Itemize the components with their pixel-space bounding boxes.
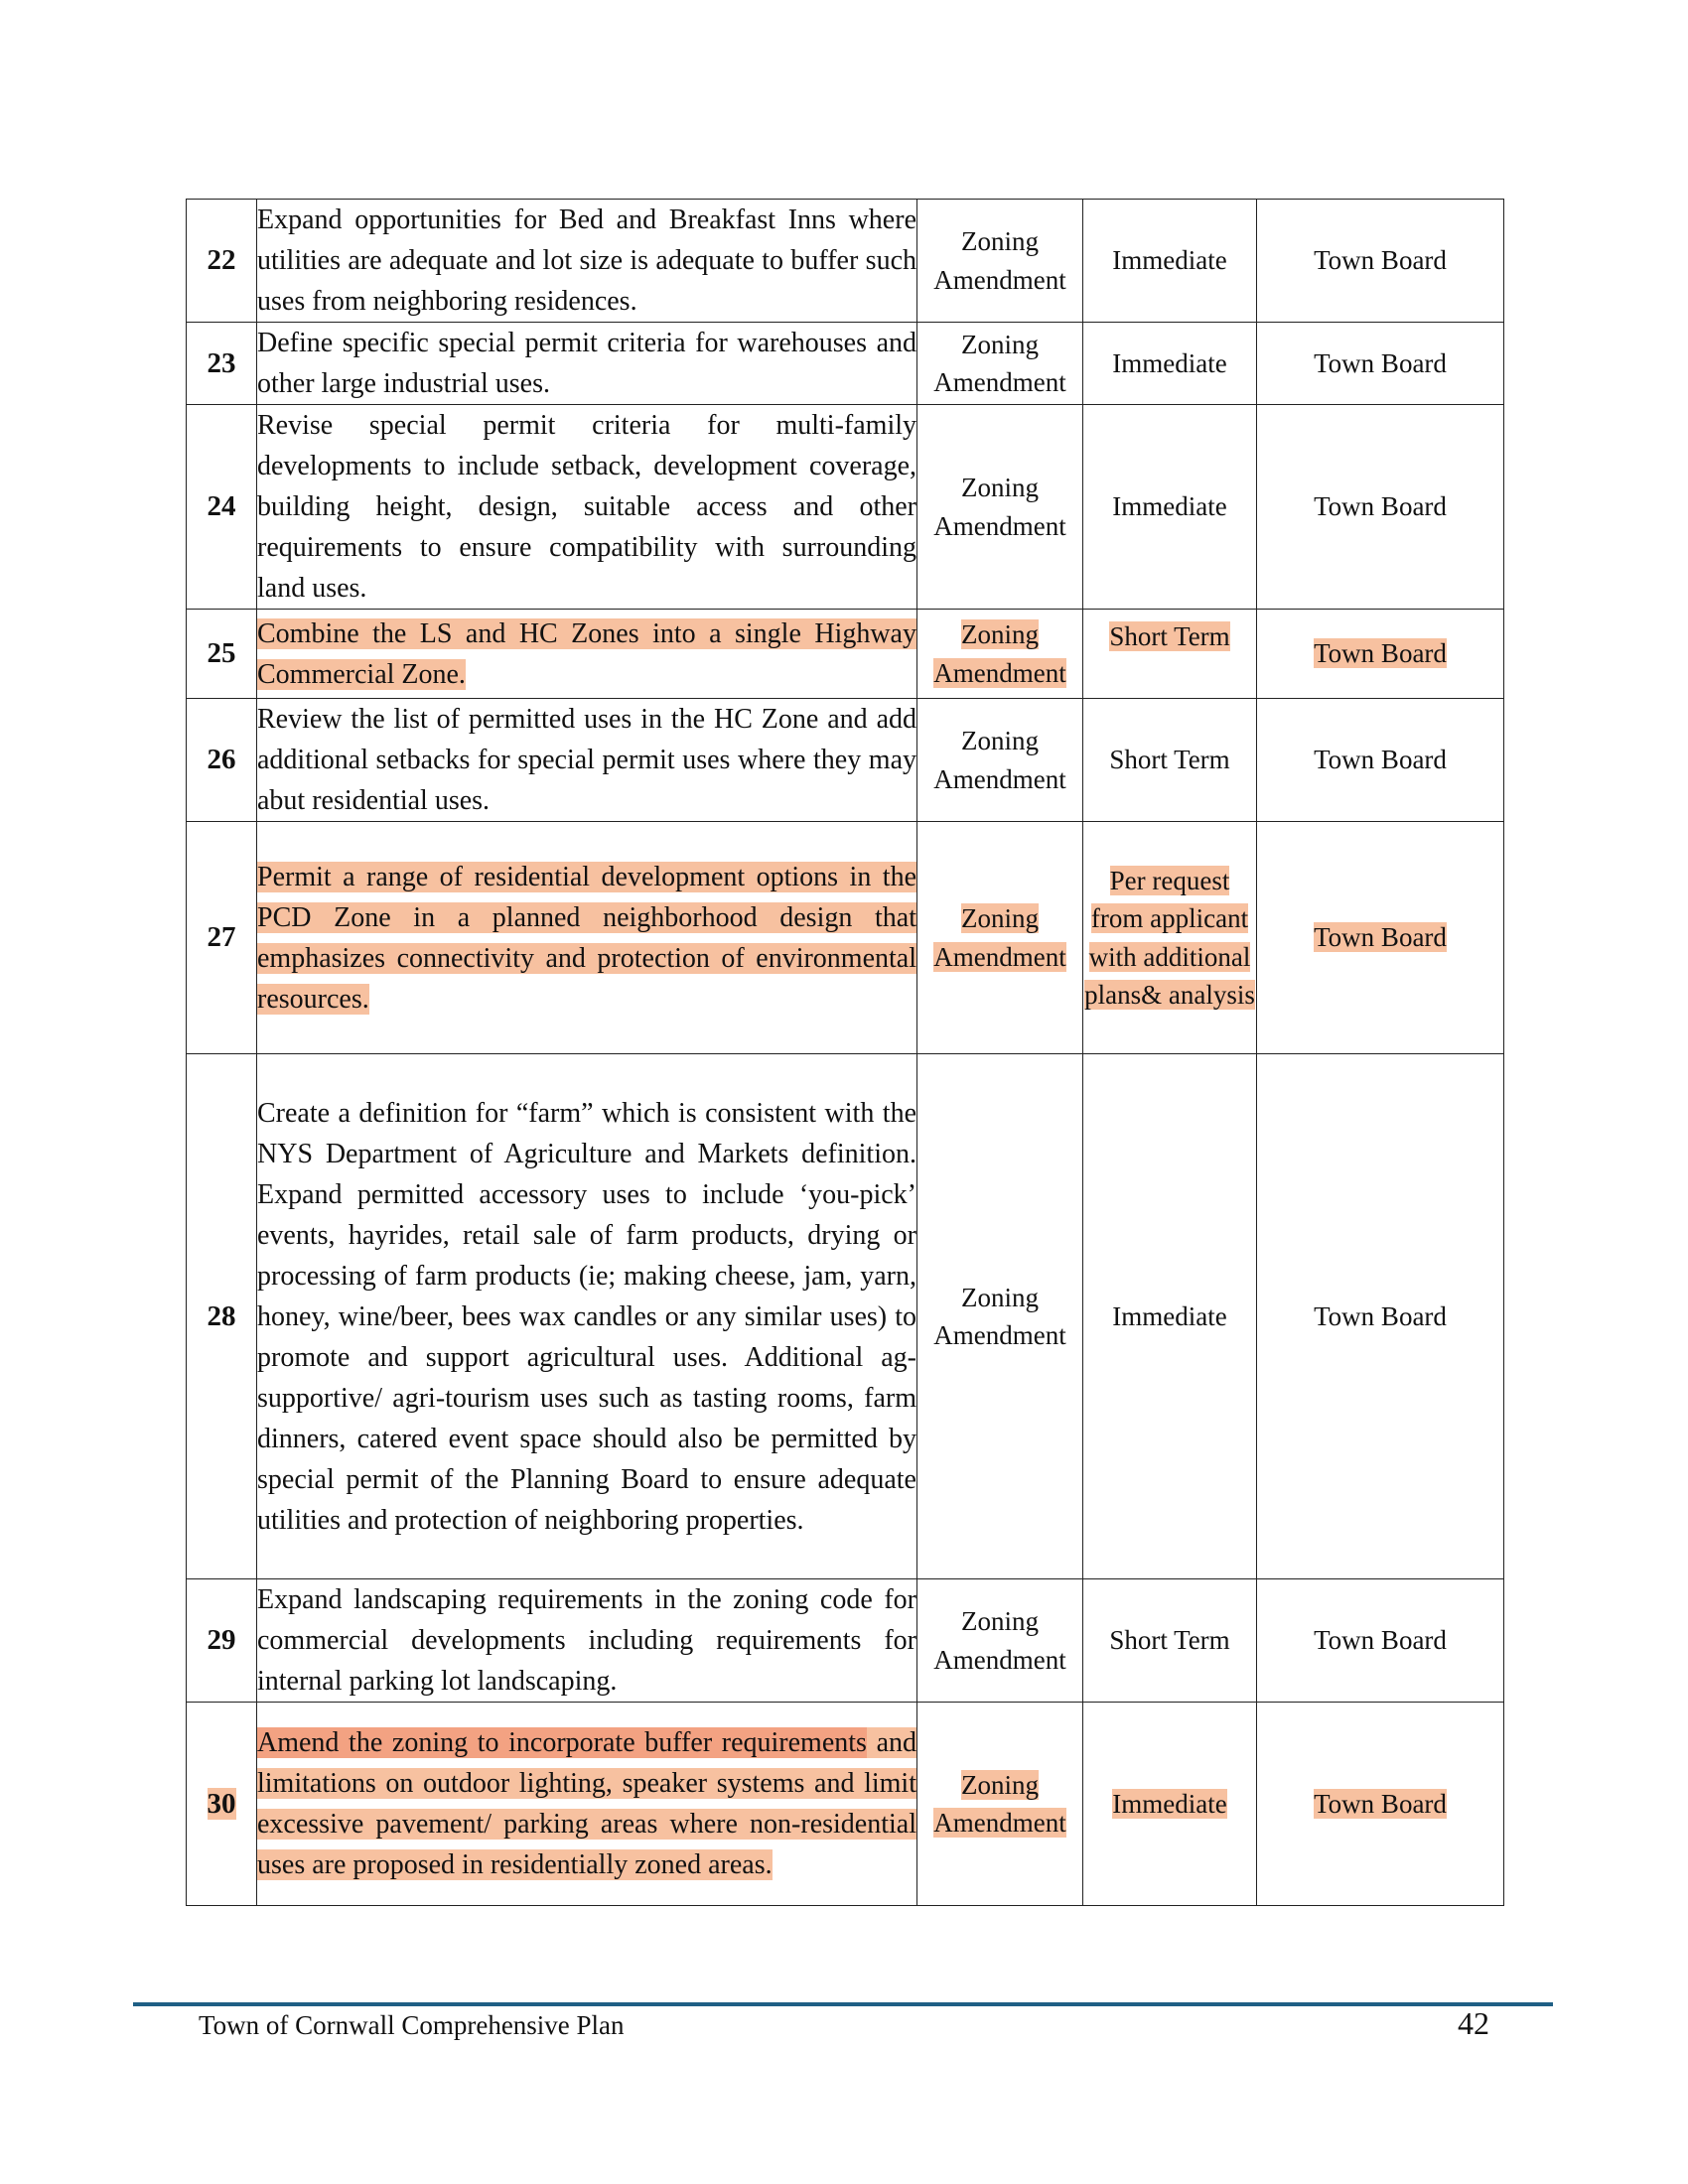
row-description: Create a definition for “farm” which is consistent with the NYS Department of Agriculture and Markets definition. Expand permitted accessory uses to include ‘you-pick’ events, hayrides, retail sale of farm products, drying or processing of farm products (ie; making cheese, jam, yarn, honey, wine/beer, bees wax candles or any similar uses) to promote and support agricultural uses. Additional ag-supportive/ agri-tourism uses such as tasting rooms, farm dinners, catered event space should also be permitted by special permit of the Planning Board to ensure adequate utilities and protection of neighboring properties. bbox=[257, 1054, 917, 1579]
row-category: Zoning Amendment bbox=[917, 699, 1083, 822]
highlighted-text: Amend the zoning to incorporate buffer requirements bbox=[257, 1727, 867, 1758]
row-timing: Immediate bbox=[1083, 323, 1257, 405]
row-category: Zoning Amendment bbox=[917, 1579, 1083, 1703]
row-number: 25 bbox=[187, 610, 257, 699]
table-row bbox=[187, 610, 1504, 699]
row-timing bbox=[1083, 822, 1257, 1054]
row-timing: Immediate bbox=[1083, 1054, 1257, 1579]
highlighted-text: Per request from applicant with additional plans& analysis bbox=[1084, 865, 1255, 1010]
table-row bbox=[187, 822, 1504, 1054]
row-number: 29 bbox=[187, 1579, 257, 1703]
row-description: Expand landscaping requirements in the zoning code for commercial developments including requirements for internal parking lot landscaping. bbox=[257, 1579, 917, 1703]
row-timing: Short Term bbox=[1083, 699, 1257, 822]
highlighted-text: and limitations on outdoor lighting, speaker systems and limit excessive pavement/ parking areas where non-residential uses are proposed in residentially zoned areas. bbox=[257, 1727, 916, 1880]
highlighted-text: Combine the LS and HC Zones into a single Highway Commercial Zone. bbox=[257, 617, 916, 690]
row-responsible bbox=[1257, 1703, 1504, 1906]
table-row bbox=[187, 323, 1504, 405]
row-category: Zoning Amendment bbox=[917, 405, 1083, 610]
row-responsible: Town Board bbox=[1257, 405, 1504, 610]
row-number: 24 bbox=[187, 405, 257, 610]
table-row bbox=[187, 1703, 1504, 1906]
row-category: Zoning Amendment bbox=[917, 200, 1083, 323]
footer-title: Town of Cornwall Comprehensive Plan bbox=[199, 2010, 625, 2040]
highlighted-text: 30 bbox=[207, 1787, 236, 1820]
highlighted-text: Immediate bbox=[1112, 1788, 1227, 1819]
row-responsible: Town Board bbox=[1257, 200, 1504, 323]
highlighted-text: Town Board bbox=[1314, 922, 1447, 952]
row-timing: Immediate bbox=[1083, 405, 1257, 610]
row-description: Review the list of permitted uses in the HC Zone and add additional setbacks for special permit uses where they may abut residential uses. bbox=[257, 699, 917, 822]
row-category: Zoning Amendment bbox=[917, 1054, 1083, 1579]
table-row bbox=[187, 405, 1504, 610]
row-category bbox=[917, 822, 1083, 1054]
row-description bbox=[257, 822, 917, 1054]
row-number: 26 bbox=[187, 699, 257, 822]
highlighted-text: Zoning Amendment bbox=[933, 1769, 1066, 1838]
row-description: Expand opportunities for Bed and Breakfast Inns where utilities are adequate and lot size is adequate to buffer such uses from neighboring residences. bbox=[257, 200, 917, 323]
row-number: 22 bbox=[187, 200, 257, 323]
row-timing: Immediate bbox=[1083, 200, 1257, 323]
row-timing bbox=[1083, 1703, 1257, 1906]
row-number bbox=[187, 1703, 257, 1906]
highlighted-text: Zoning Amendment bbox=[933, 903, 1066, 972]
highlighted-text: Permit a range of residential development options in the PCD Zone in a planned neighborhood design that emphasizes connectivity and protection of environmental resources. bbox=[257, 861, 916, 1015]
table-row bbox=[187, 699, 1504, 822]
row-category bbox=[917, 610, 1083, 699]
highlighted-text: Town Board bbox=[1314, 1788, 1447, 1819]
recommendations-table bbox=[186, 199, 1504, 1906]
row-responsible: Town Board bbox=[1257, 1579, 1504, 1703]
row-number: 27 bbox=[187, 822, 257, 1054]
highlighted-text: Zoning Amendment bbox=[933, 619, 1066, 688]
row-responsible bbox=[1257, 610, 1504, 699]
table-row bbox=[187, 200, 1504, 323]
row-number: 28 bbox=[187, 1054, 257, 1579]
row-timing: Short Term bbox=[1083, 1579, 1257, 1703]
highlighted-text: Town Board bbox=[1314, 638, 1447, 668]
table-row bbox=[187, 1054, 1504, 1579]
row-timing bbox=[1083, 610, 1257, 699]
row-category: Zoning Amendment bbox=[917, 323, 1083, 405]
row-number: 23 bbox=[187, 323, 257, 405]
row-description bbox=[257, 610, 917, 699]
row-description: Revise special permit criteria for multi-family developments to include setback, development coverage, building height, design, suitable access and other requirements to ensure compatibility with surrounding land uses. bbox=[257, 405, 917, 610]
highlighted-text: Short Term bbox=[1109, 621, 1230, 651]
row-responsible: Town Board bbox=[1257, 699, 1504, 822]
row-responsible: Town Board bbox=[1257, 323, 1504, 405]
row-responsible bbox=[1257, 822, 1504, 1054]
table-row bbox=[187, 1579, 1504, 1703]
footer-divider bbox=[133, 2002, 1553, 2006]
row-responsible: Town Board bbox=[1257, 1054, 1504, 1579]
row-description: Define specific special permit criteria for warehouses and other large industrial uses. bbox=[257, 323, 917, 405]
row-description bbox=[257, 1703, 917, 1906]
row-category bbox=[917, 1703, 1083, 1906]
page-number: 42 bbox=[1458, 2005, 1489, 2041]
